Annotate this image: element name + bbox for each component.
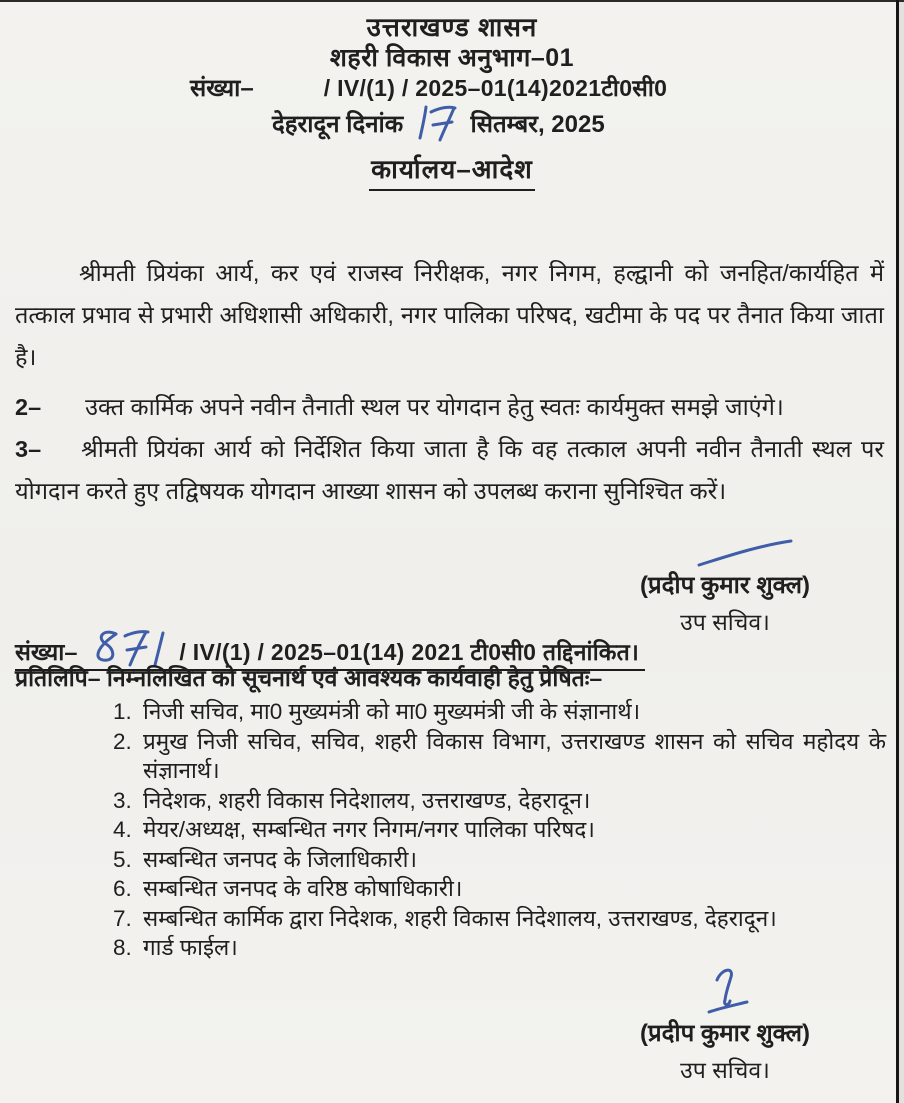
paragraph-2-text: उक्त कार्मिक अपने नवीन तैनाती स्थल पर योगदान हेतु स्वतः कार्यमुक्त समझे जाएंगे। [85,393,784,420]
copy-item-number: 6. [113,876,132,901]
order-title: कार्यालय–आदेश [369,150,535,191]
copy-item [113,815,886,845]
date-suffix: सितम्बर, 2025 [470,111,605,138]
paragraph-3-number: 3– [15,435,42,462]
copy-item-text: निदेशक, शहरी विकास निदेशालय, उत्तराखण्ड, देहरादून। [143,787,591,813]
copy-item-number: 4. [113,817,132,842]
paragraph-3-text: श्रीमती प्रियंका आर्य को निर्देशित किया जाता है कि वह तत्काल अपनी नवीन तैनाती स्थल पर योगदान करते हुए तद्विषयक योगदान आख्या शासन को उपलब्ध कराना सुनिश्चित करें। [15,435,884,504]
scan-top-edge-line [0,0,904,2]
copy-item-text: प्रमुख निजी सचिव, सचिव, शहरी विकास विभाग, उत्तराखण्ड शासन को सचिव महोदय के संज्ञानार्थ। [143,728,886,783]
copy-item [113,904,886,934]
copy-item-number: 1. [113,699,132,724]
copy-item-number: 8. [113,935,132,960]
header-date-line [272,102,605,142]
copy-item-text: सम्बन्धित जनपद के वरिष्ठ कोषाधिकारी। [143,876,463,901]
copy-item-text: सम्बन्धित जनपद के जिलाधिकारी। [143,846,417,872]
copy-item-number: 3. [113,787,132,813]
order-paragraph-3 [15,428,884,512]
signature-initial [699,962,763,1016]
header-number-value: / IV/(1) / 2025–01(14)2021टी0सी0 [323,75,668,101]
signature-stroke [695,538,795,568]
date-prefix: देहरादून दिनांक [272,111,404,138]
endorsement-number-label: संख्या– [15,639,78,665]
header-government: उत्तराखण्ड शासन [366,12,538,42]
copy-item-number: 2. [113,728,132,754]
copy-item-text: सम्बन्धित कार्मिक द्वारा निदेशक, शहरी विकास निदेशालय, उत्तराखण्ड, देहरादून। [143,905,777,931]
copy-item [113,727,886,786]
order-title-line [0,150,904,191]
copy-item [113,933,886,963]
paragraph-2-number: 2– [15,393,42,420]
signatory-name: (प्रदीप कुमार शुक्ल) [639,572,811,599]
copy-item [113,786,886,816]
copy-item [113,697,886,727]
order-paragraph-2 [15,386,884,428]
signature-block-lower [600,962,850,1085]
header-department: शहरी विकास अनुभाग–01 [329,44,575,72]
endorsement-number-value: / IV/(1) / 2025–01(14) 2021 टी0सी0 तद्दिनांकित। [179,639,640,665]
signature-block-upper [600,538,850,637]
copy-item-number: 7. [113,905,132,931]
copy-item [113,874,886,904]
handwritten-date [414,102,460,142]
copy-item-text: निजी सचिव, मा0 मुख्यमंत्री को मा0 मुख्यमंत्री जी के संज्ञानार्थ। [143,699,641,724]
signatory-designation: उप सचिव। [680,1057,770,1083]
copy-item-text: मेयर/अध्यक्ष, सम्बन्धित नगर निगम/नगर पालिका परिषद। [143,817,595,842]
header-number-label: संख्या– [190,75,254,102]
copy-distribution-line: प्रतिलिपि– निम्नलिखित को सूचनार्थ एवं आवश्यक कार्यवाही हेतु प्रेषितः– [15,665,603,691]
copy-item-number: 5. [113,846,132,872]
signatory-name: (प्रदीप कुमार शुक्ल) [639,1020,811,1047]
order-paragraph-1: श्रीमती प्रियंका आर्य, कर एवं राजस्व निरीक्षक, नगर निगम, हल्द्वानी को जनहित/कार्यहित में तत्काल प्रभाव से प्रभारी अधिशासी अधिकारी, नगर पालिका परिषद, खटीमा के पद पर तैनात किया जाता है। [15,259,884,370]
signatory-designation: उप सचिव। [680,609,770,635]
copy-item-text: गार्ड फाईल। [143,935,238,960]
copy-list [113,697,886,963]
copy-item [113,845,886,875]
header-number-line [190,71,667,104]
